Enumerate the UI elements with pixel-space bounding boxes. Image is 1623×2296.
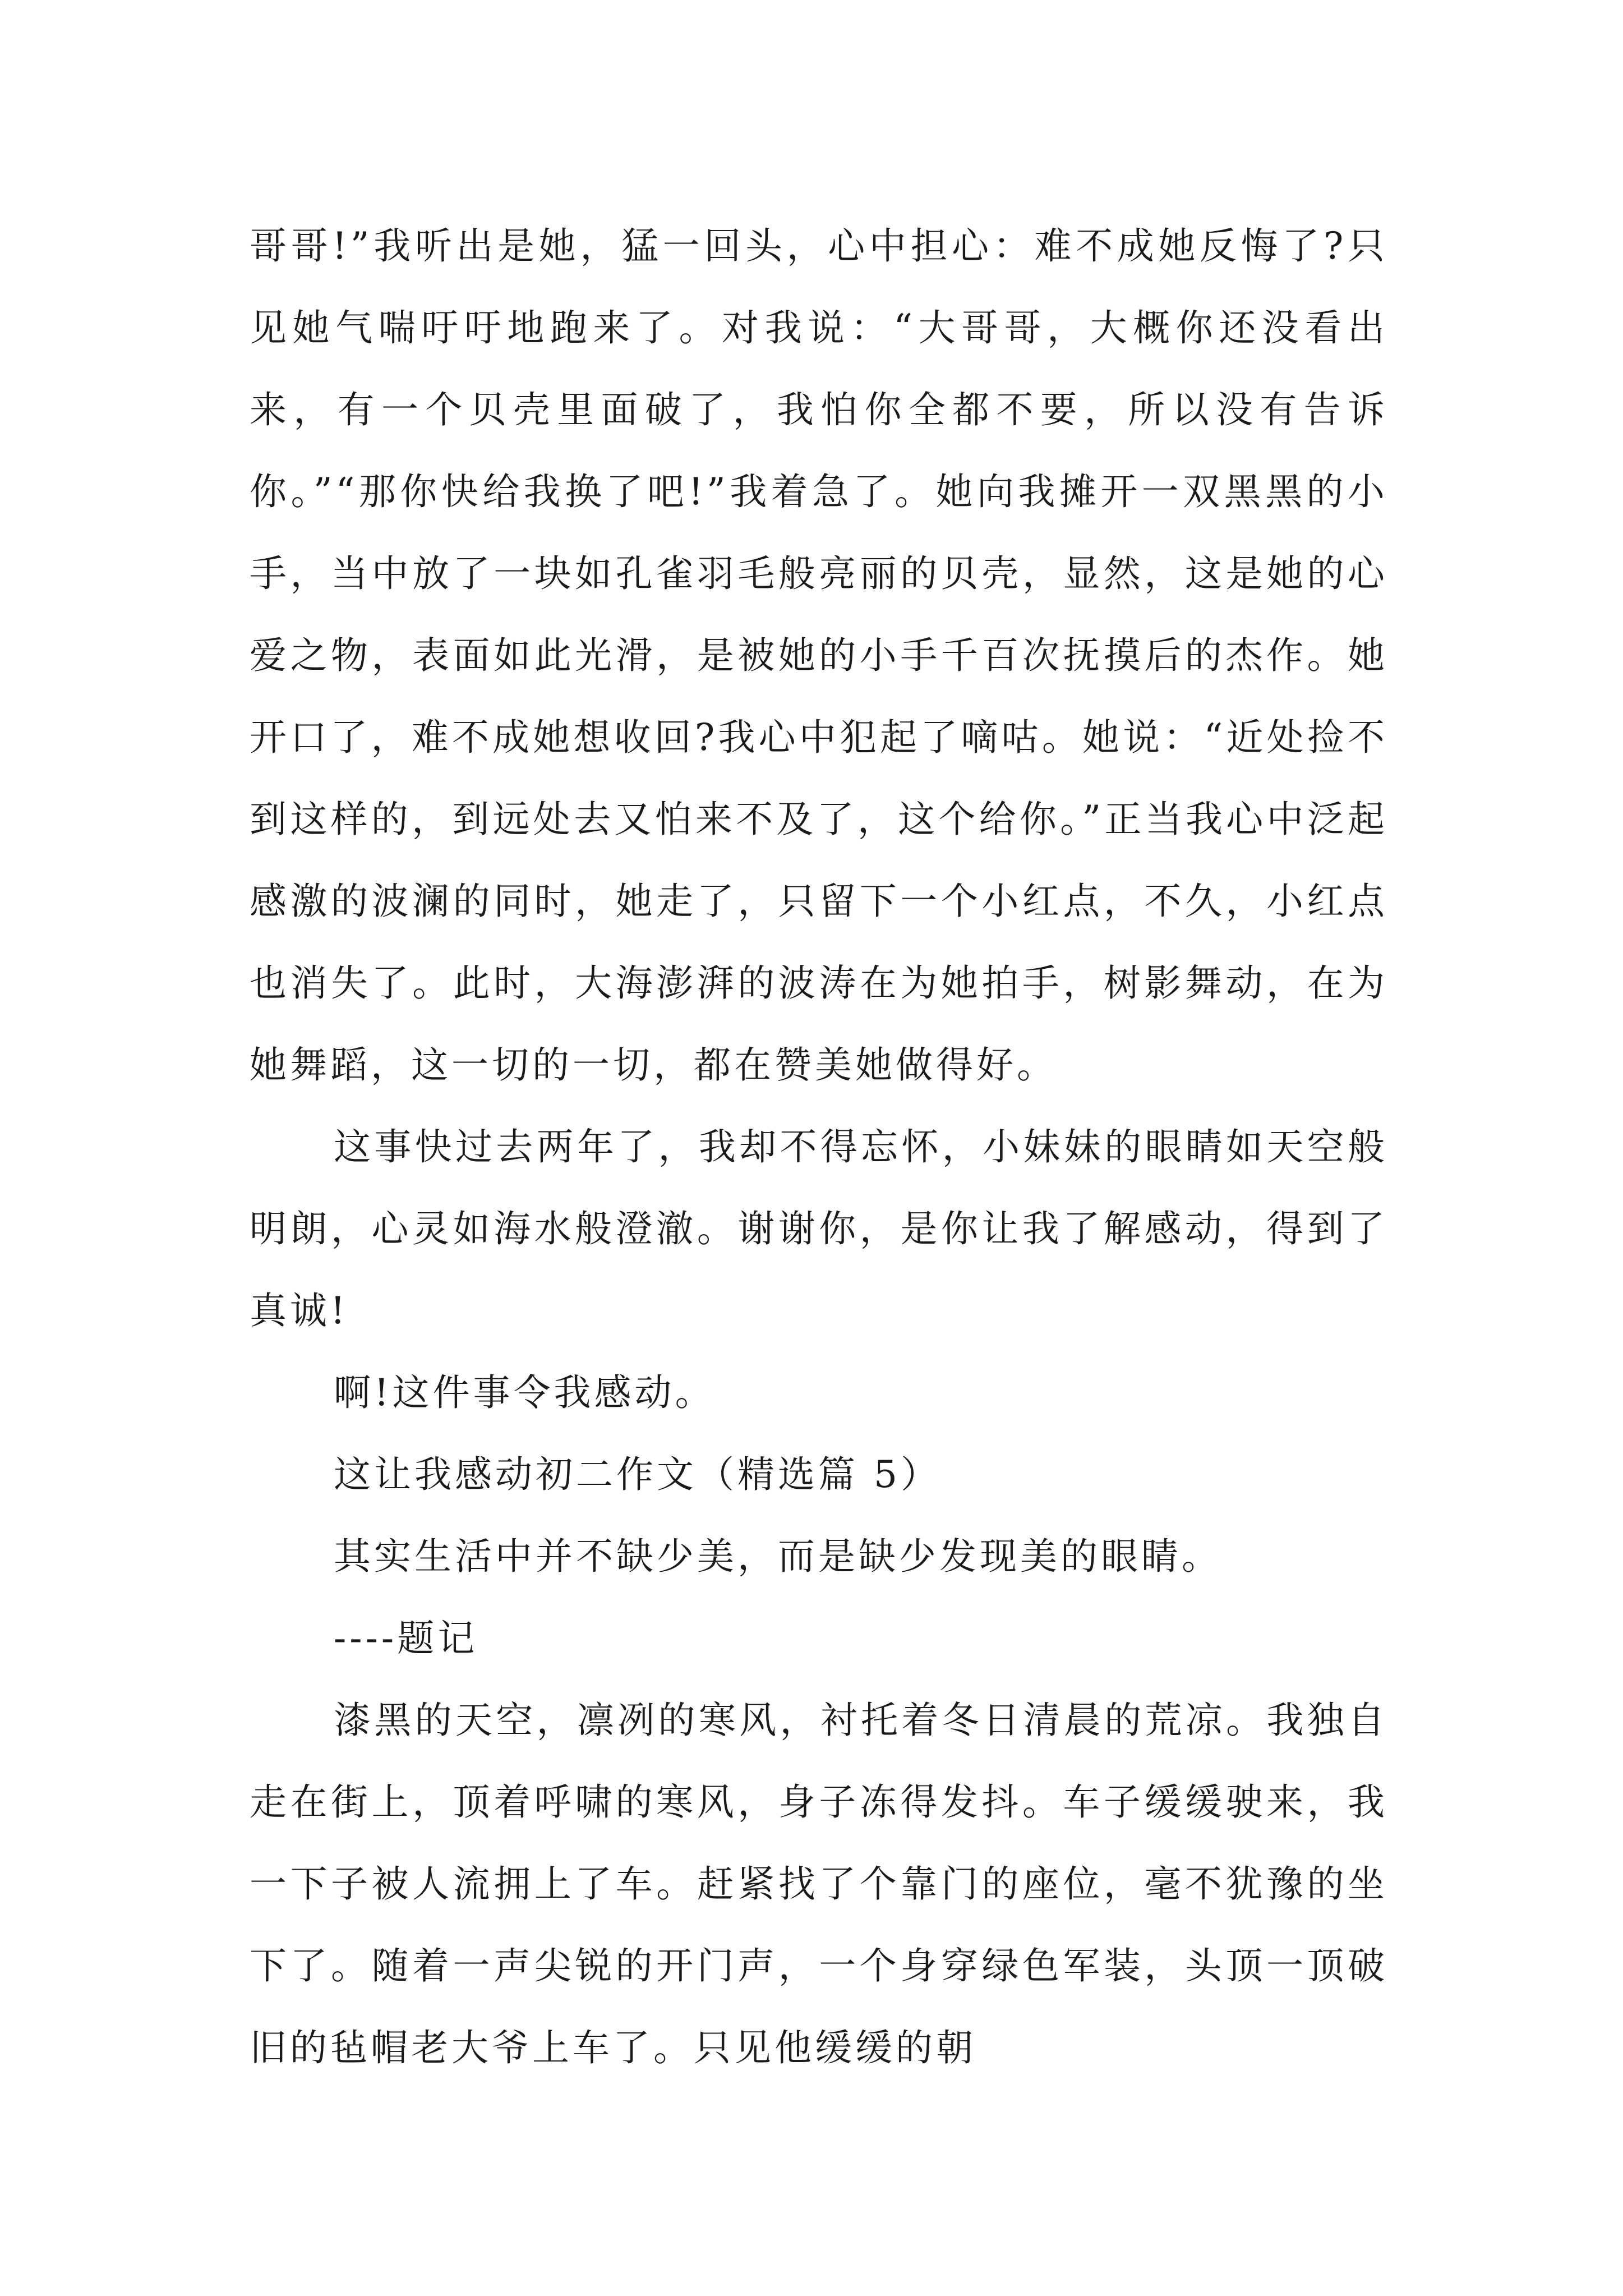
paragraph-story-continuation: 哥哥!”我听出是她，猛一回头，心中担心：难不成她反悔了?只见她气喘吁吁地跑来了。对我说：“大哥哥，大概你还没看出来，有一个贝壳里面破了，我怕你全都不要，所以没有告诉你。”“那你快给我换了吧!”我着急了。她向我摊开一双黑黑的小手，当中放了一块如孔雀羽毛般亮丽的贝壳，显然，这是她的心爱之物，表面如此光滑，是被她的小手千百次抚摸后的杰作。她开口了，难不成她想收回?我心中犯起了嘀咕。她说：“近处捡不到这样的，到远处去又怕来不及了，这个给你。”正当我心中泛起感激的波澜的同时，她走了，只留下一个小红点，不久，小红点也消失了。此时，大海澎湃的波涛在为她拍手，树影舞动，在为她舞蹈，这一切的一切，都在赞美她做得好。 [250, 224, 1388, 1087]
paragraph-reflection: 这事快过去两年了，我却不得忘怀，小妹妹的眼睛如天空般明朗，心灵如海水般澄澈。谢谢你，是你让我了解感动，得到了真诚! [250, 1125, 1388, 1332]
paragraph-bus-story: 漆黑的天空，凛冽的寒风，衬托着冬日清晨的荒凉。我独自走在街上，顶着呼啸的寒风，身子冻得发抖。车子缓缓驶来，我一下子被人流拥上了车。赶紧找了个靠门的座位，毫不犹豫的坐下了。随着一声尖锐的开门声，一个身穿绿色军装，头顶一顶破旧的毡帽老大爷上车了。只见他缓缓的朝 [250, 1699, 1388, 2069]
section-title: 这让我感动初二作文（精选篇 5） [334, 1453, 941, 1496]
paragraph-exclamation: 啊!这件事令我感动。 [334, 1371, 716, 1414]
epigraph-attribution: ----题记 [334, 1617, 478, 1660]
document-body [250, 205, 1388, 2089]
epigraph-text: 其实生活中并不缺少美，而是缺少发现美的眼睛。 [334, 1535, 1222, 1578]
